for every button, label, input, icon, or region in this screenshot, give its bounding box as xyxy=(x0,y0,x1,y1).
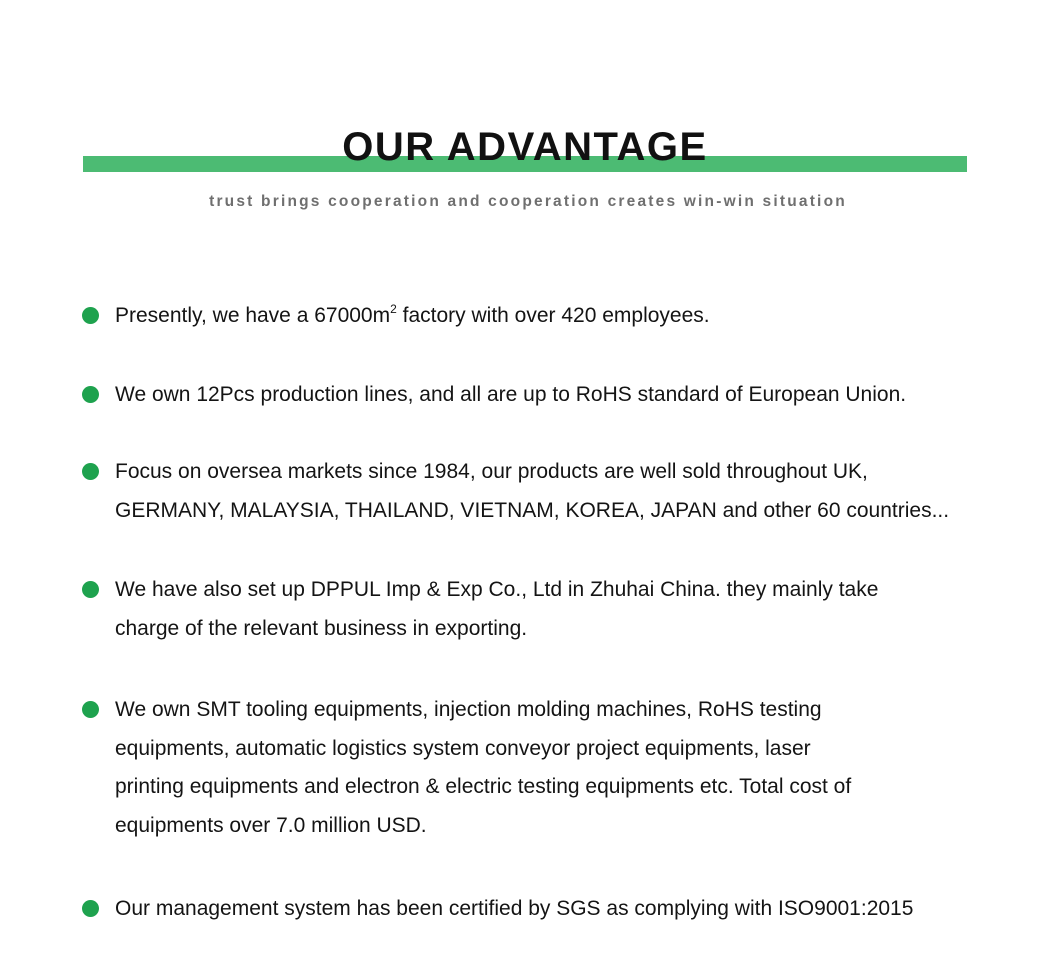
advantage-text: We have also set up DPPUL Imp & Exp Co., Ltd in Zhuhai China. they mainly take charge of the relevant business in exporting. xyxy=(115,578,879,640)
advantage-text: We own 12Pcs production lines, and all are up to RoHS standard of European Union. xyxy=(115,383,907,406)
bullet-dot-icon xyxy=(82,307,99,324)
bullet-dot-icon xyxy=(82,463,99,480)
advantage-text: We own SMT tooling equipments, injection molding machines, RoHS testing equipments, automatic logistics system conveyor project equipments, laser printing equipments and electron & electric testing equipments etc. Total cost of equipments over 7.0 million USD. xyxy=(115,698,852,837)
advantage-text: Our management system has been certified by SGS as complying with ISO9001:2015 xyxy=(115,897,914,920)
page-subtitle: trust brings cooperation and cooperation creates win-win situation xyxy=(209,193,847,210)
bullet-dot-icon xyxy=(82,581,99,598)
bullet-dot-icon xyxy=(82,386,99,403)
advantage-text: Focus on oversea markets since 1984, our products are well sold throughout UK, GERMANY, MALAYSIA, THAILAND, VIETNAM, KOREA, JAPAN and other 60 countries... xyxy=(115,460,950,522)
advantage-text: Presently, we have a $67000m^2$ factory with over 420 employees. xyxy=(115,302,710,327)
page-title: OUR ADVANTAGE xyxy=(342,125,708,169)
bullet-dot-icon xyxy=(82,900,99,917)
bullet-dot-icon xyxy=(82,701,99,718)
